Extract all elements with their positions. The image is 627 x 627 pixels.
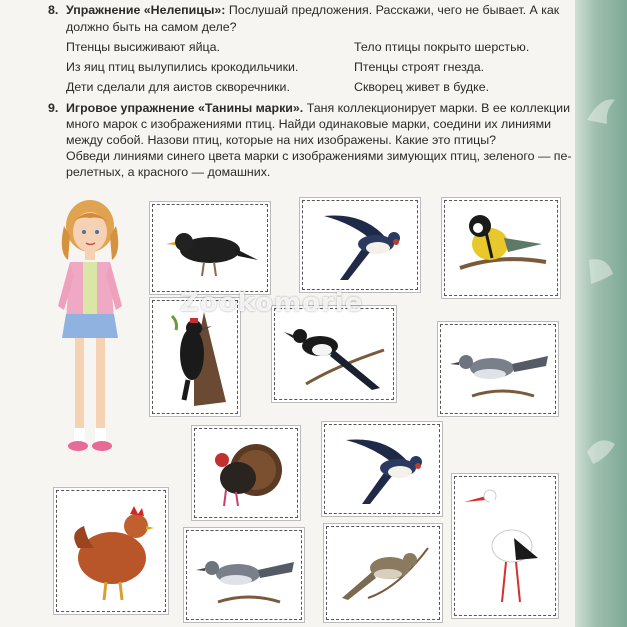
bird-sketch-icon [583,90,619,130]
nightingale-icon [328,528,438,618]
ex9-title: Игровое упражнение «Танины марки». [66,101,304,115]
ex8-sentence-left-1: Птенцы высиживают яйца. [66,40,220,54]
watermark: Zookomorie [180,288,364,318]
stamp-cuckoo-2[interactable] [184,528,304,622]
stamp-nightingale[interactable] [324,524,442,622]
stamp-cuckoo-1[interactable] [438,322,558,416]
ex8-sentence-right-2: Птенцы строят гнезда. [354,60,485,74]
ex9-line-1: Таня коллекционирует марки. В ее коллекции [306,101,570,115]
ex8-sentence-right-1: Тело птицы покрыто шерстью. [354,40,530,54]
turkey-icon [196,430,296,516]
ex8-title: Упражнение «Нелепицы»: [66,3,226,17]
ex8-intro-1: Послушай предложения. Расскажи, чего не бывает. А как [228,3,560,17]
stamp-swallow-1[interactable] [300,198,420,292]
decorative-side-strip [575,0,627,627]
swallow-icon [304,202,416,288]
ex8-number: 8. [48,3,59,17]
hen-icon [58,492,164,610]
ex9-line-3: между собой. Назови птиц, которые на них изображены. Какие это птицы? [66,133,497,147]
swallow-icon [326,426,438,512]
ex9-heading [66,101,570,115]
ex9-line-2: много марок с изображениями птиц. Найди одинаковые марки, соедини их линиями [66,117,552,131]
great-tit-icon [446,202,556,294]
ex8-intro-2: должно быть на самом деле? [66,20,237,34]
stamp-hen[interactable] [54,488,168,614]
magpie-icon [276,310,392,398]
blackbird-icon [154,206,266,290]
stamp-swallow-2[interactable] [322,422,442,516]
bird-sketch-icon [583,430,619,470]
ex8-sentence-right-3: Скворец живет в будке. [354,80,490,94]
ex9-line-4: Обведи линиями синего цвета марки с изображениями зимующих птиц, зеленого — пе- [66,149,572,163]
ex9-number: 9. [48,101,59,115]
woodpecker-icon [154,302,236,412]
cuckoo-icon [188,532,300,618]
cuckoo-icon [442,326,554,412]
stamp-blackbird[interactable] [150,202,270,294]
girl-illustration [50,196,130,464]
ex8-sentence-left-3: Дети сделали для аистов скворечники. [66,80,290,94]
ex8-sentence-left-2: Из яиц птиц вылупились крокодильчики. [66,60,299,74]
ex8-heading [66,3,559,17]
stork-icon [456,478,554,614]
ex9-line-5: релетных, а красного — домашних. [66,165,271,179]
bird-sketch-icon [583,250,619,290]
stamp-turkey[interactable] [192,426,300,520]
stamp-stork[interactable] [452,474,558,618]
stamp-great-tit[interactable] [442,198,560,298]
stamp-magpie[interactable] [272,306,396,402]
